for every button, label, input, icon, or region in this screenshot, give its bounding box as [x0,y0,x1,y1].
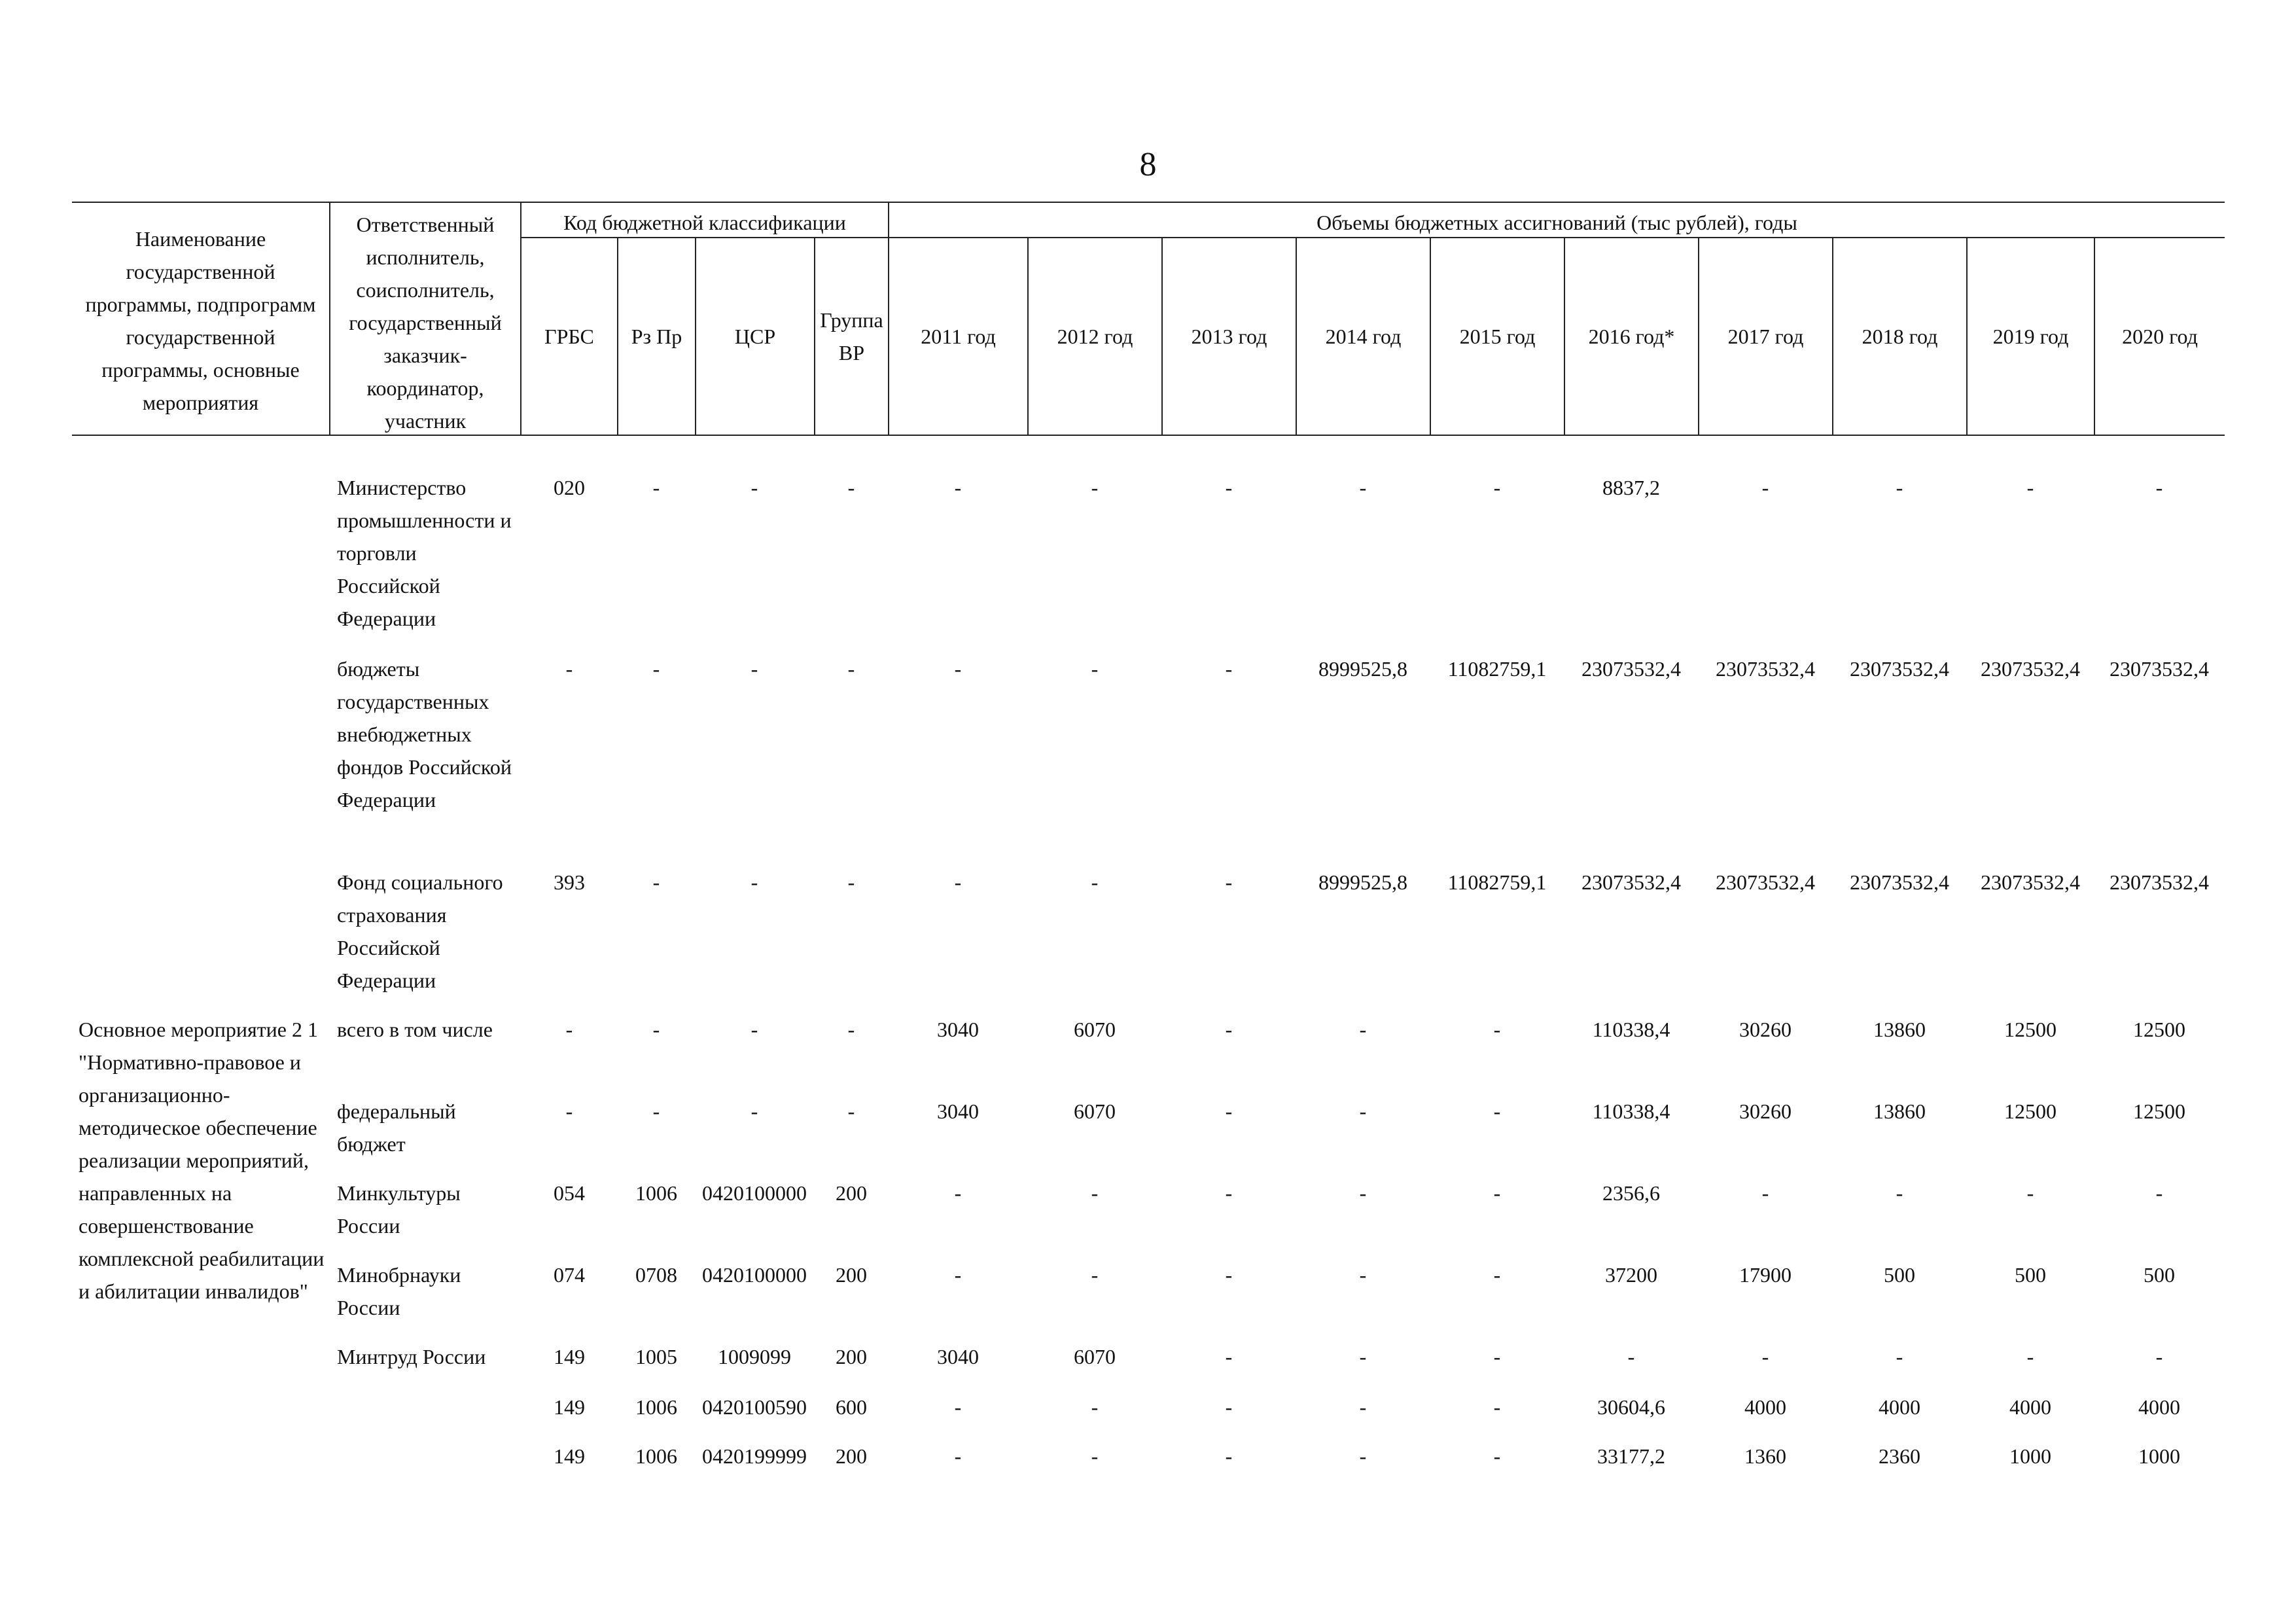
year-value-cell: - [1091,1181,1099,1205]
year-value-cell: - [1225,870,1233,894]
year-value-cell: 500 [2015,1263,2046,1287]
responsible-cell: Минкультуры России [337,1181,461,1238]
grbs-cell: 020 [554,476,585,499]
year-value-cell: 23073532,4 [1716,870,1815,894]
year-value-cell: 1000 [2138,1444,2180,1468]
year-value-cell: - [2155,1345,2163,1368]
year-value-cell: 500 [1884,1263,1915,1287]
year-value-cell: 12500 [2004,1099,2057,1123]
year-value-cell: - [1225,1395,1233,1419]
responsible-cell: Минтруд России [337,1345,486,1368]
csr-cell: - [751,870,758,894]
year-value-cell: - [1225,476,1233,499]
year-value-cell: 12500 [2004,1018,2057,1041]
year-value-cell: 37200 [1605,1263,1657,1287]
year-value-cell: - [1627,1345,1635,1368]
responsible-cell: всего в том числе [337,1018,493,1041]
year-value-cell: - [954,1181,962,1205]
year-value-cell: 4000 [2009,1395,2051,1419]
csr-cell: 0420100000 [702,1263,807,1287]
year-value-cell: 23073532,4 [2110,657,2209,681]
year-value-cell: - [1225,1345,1233,1368]
year-value-cell: 2356,6 [1602,1181,1660,1205]
year-value-cell: - [1359,1345,1367,1368]
year-value-cell: 23073532,4 [1716,657,1815,681]
header-grbs: ГРБС [544,325,594,348]
grbs-cell: - [565,1018,573,1041]
year-value-cell: 23073532,4 [1850,657,1949,681]
year-value-cell: - [2155,476,2163,499]
main-event-name: Основное мероприятие 2 1 "Нормативно-правовое и организационно-методическое обеспечение реализации мероприятий, направленных на совершенствование комплексной реабилитации и абилитации инвалидов" [79,1018,325,1303]
header-year: 2015 год [1459,325,1536,348]
year-value-cell: - [1091,476,1099,499]
header-volumes-group: Объемы бюджетных ассигнований (тыс рублей), годы [1316,211,1797,234]
vr-cell: - [847,476,855,499]
year-value-cell: - [2026,1181,2034,1205]
header-top-rule [72,202,2225,203]
rzpr-cell: - [652,657,660,681]
header-year: 2011 год [921,325,996,348]
rzpr-cell: 1006 [635,1181,677,1205]
header-year: 2017 год [1727,325,1804,348]
grbs-cell: 074 [554,1263,585,1287]
year-value-cell: - [1493,1444,1501,1468]
grbs-cell: 149 [554,1395,585,1419]
year-value-cell: - [1359,1444,1367,1468]
responsible-cell: Министерство промышленности и торговли Российской Федерации [337,476,512,630]
vr-cell: 600 [836,1395,867,1419]
year-value-cell: - [1359,1018,1367,1041]
rzpr-cell: 1006 [635,1395,677,1419]
year-value-cell: 110338,4 [1592,1018,1670,1041]
year-value-cell: - [1761,476,1769,499]
year-value-cell: - [1493,1018,1501,1041]
header-budget-code-group: Код бюджетной классификации [563,211,846,234]
year-value-cell: - [1091,1395,1099,1419]
year-value-cell: - [954,870,962,894]
year-value-cell: - [1493,1263,1501,1287]
year-value-cell: 23073532,4 [1850,870,1949,894]
year-value-cell: 30260 [1739,1018,1792,1041]
year-value-cell: - [1359,1395,1367,1419]
grbs-cell: 149 [554,1345,585,1368]
csr-cell: 0420199999 [702,1444,807,1468]
rzpr-cell: - [652,1099,660,1123]
year-value-cell: - [1493,1345,1501,1368]
header-vr: Группа ВР [820,308,883,365]
year-value-cell: - [1896,1345,1903,1368]
year-value-cell: 17900 [1739,1263,1792,1287]
year-value-cell: - [1225,1181,1233,1205]
rzpr-cell: - [652,1018,660,1041]
year-value-cell: - [1896,1181,1903,1205]
year-value-cell: 30260 [1739,1099,1792,1123]
year-value-cell: - [1225,657,1233,681]
page-number: 8 [1139,146,1157,183]
year-value-cell: 1000 [2009,1444,2051,1468]
year-value-cell: 13860 [1873,1018,1926,1041]
year-value-cell: 23073532,4 [1581,657,1681,681]
year-value-cell: 4000 [1744,1395,1786,1419]
responsible-cell: Фонд социального страхования Российской Федерации [337,870,503,992]
year-value-cell: - [1761,1181,1769,1205]
year-value-cell: 4000 [2138,1395,2180,1419]
year-value-cell: - [1359,1099,1367,1123]
year-value-cell: 23073532,4 [2110,870,2209,894]
year-value-cell: 23073532,4 [1581,870,1681,894]
csr-cell: - [751,1018,758,1041]
vr-cell: 200 [836,1345,867,1368]
grbs-cell: 393 [554,870,585,894]
vr-cell: 200 [836,1263,867,1287]
year-value-cell: 23073532,4 [1981,870,2080,894]
rzpr-cell: - [652,476,660,499]
rzpr-cell: 1006 [635,1444,677,1468]
year-value-cell: - [1091,870,1099,894]
header-csr: ЦСР [734,325,776,348]
year-value-cell: - [1225,1099,1233,1123]
year-value-cell: 8999525,8 [1318,870,1407,894]
year-value-cell: 4000 [1879,1395,1920,1419]
year-value-cell: 11082759,1 [1447,870,1547,894]
year-value-cell: 3040 [937,1018,979,1041]
year-value-cell: - [1225,1263,1233,1287]
year-value-cell: 13860 [1873,1099,1926,1123]
vr-cell: 200 [836,1444,867,1468]
year-value-cell: 2360 [1879,1444,1920,1468]
year-value-cell: 33177,2 [1597,1444,1665,1468]
grbs-cell: 149 [554,1444,585,1468]
csr-cell: 1009099 [718,1345,791,1368]
year-value-cell: 30604,6 [1597,1395,1665,1419]
year-value-cell: - [954,1395,962,1419]
csr-cell: 0420100590 [702,1395,807,1419]
header-year: 2013 год [1191,325,1267,348]
vr-cell: - [847,1099,855,1123]
csr-cell: - [751,1099,758,1123]
csr-cell: - [751,476,758,499]
header-year: 2020 год [2122,325,2198,348]
year-value-cell: 3040 [937,1345,979,1368]
header-rzpr: Рз Пр [631,325,682,348]
year-value-cell: 6070 [1074,1345,1116,1368]
year-value-cell: 8837,2 [1602,476,1660,499]
grbs-cell: - [565,1099,573,1123]
year-value-cell: - [954,1263,962,1287]
year-value-cell: - [2026,476,2034,499]
year-value-cell: - [2026,1345,2034,1368]
responsible-cell: Минобрнауки России [337,1263,461,1319]
rzpr-cell: 0708 [635,1263,677,1287]
year-value-cell: 12500 [2133,1099,2185,1123]
vr-cell: 200 [836,1181,867,1205]
header-year: 2019 год [1992,325,2069,348]
year-value-cell: - [2155,1181,2163,1205]
rzpr-cell: 1005 [635,1345,677,1368]
year-value-cell: - [1493,1395,1501,1419]
year-value-cell: - [1225,1444,1233,1468]
year-value-cell: - [1091,1444,1099,1468]
year-value-cell: - [1359,1181,1367,1205]
year-value-cell: 1360 [1744,1444,1786,1468]
year-value-cell: 3040 [937,1099,979,1123]
grbs-cell: 054 [554,1181,585,1205]
year-value-cell: 6070 [1074,1018,1116,1041]
year-value-cell: - [1761,1345,1769,1368]
year-value-cell: - [1091,657,1099,681]
year-value-cell: - [1896,476,1903,499]
header-year: 2016 год* [1588,325,1675,348]
year-value-cell: 23073532,4 [1981,657,2080,681]
year-value-cell: - [954,476,962,499]
vr-cell: - [847,657,855,681]
responsible-cell: бюджеты государственных внебюджетных фондов Российской Федерации [337,657,512,812]
year-value-cell: - [1359,476,1367,499]
year-value-cell: - [1493,1181,1501,1205]
year-value-cell: - [1091,1263,1099,1287]
header-year: 2012 год [1057,325,1133,348]
year-value-cell: 6070 [1074,1099,1116,1123]
year-value-cell: - [1225,1018,1233,1041]
year-value-cell: - [1493,1099,1501,1123]
header-program-name: Наименование государственной программы, подпрограмм государственной программы, основные мероприятия [85,227,316,414]
year-value-cell: 500 [2144,1263,2175,1287]
year-value-cell: 12500 [2133,1018,2185,1041]
header-responsible: Ответственный исполнитель, соисполнитель, государственный заказчик-координатор, участник [349,213,502,433]
year-value-cell: 110338,4 [1592,1099,1670,1123]
year-value-cell: - [1359,1263,1367,1287]
year-value-cell: 8999525,8 [1318,657,1407,681]
grbs-cell: - [565,657,573,681]
year-value-cell: 11082759,1 [1447,657,1547,681]
header-year: 2014 год [1325,325,1402,348]
csr-cell: 0420100000 [702,1181,807,1205]
vr-cell: - [847,1018,855,1041]
year-value-cell: - [954,1444,962,1468]
responsible-cell: федеральный бюджет [337,1099,456,1156]
vr-cell: - [847,870,855,894]
csr-cell: - [751,657,758,681]
rzpr-cell: - [652,870,660,894]
header-year: 2018 год [1862,325,1938,348]
year-value-cell: - [1493,476,1501,499]
year-value-cell: - [954,657,962,681]
